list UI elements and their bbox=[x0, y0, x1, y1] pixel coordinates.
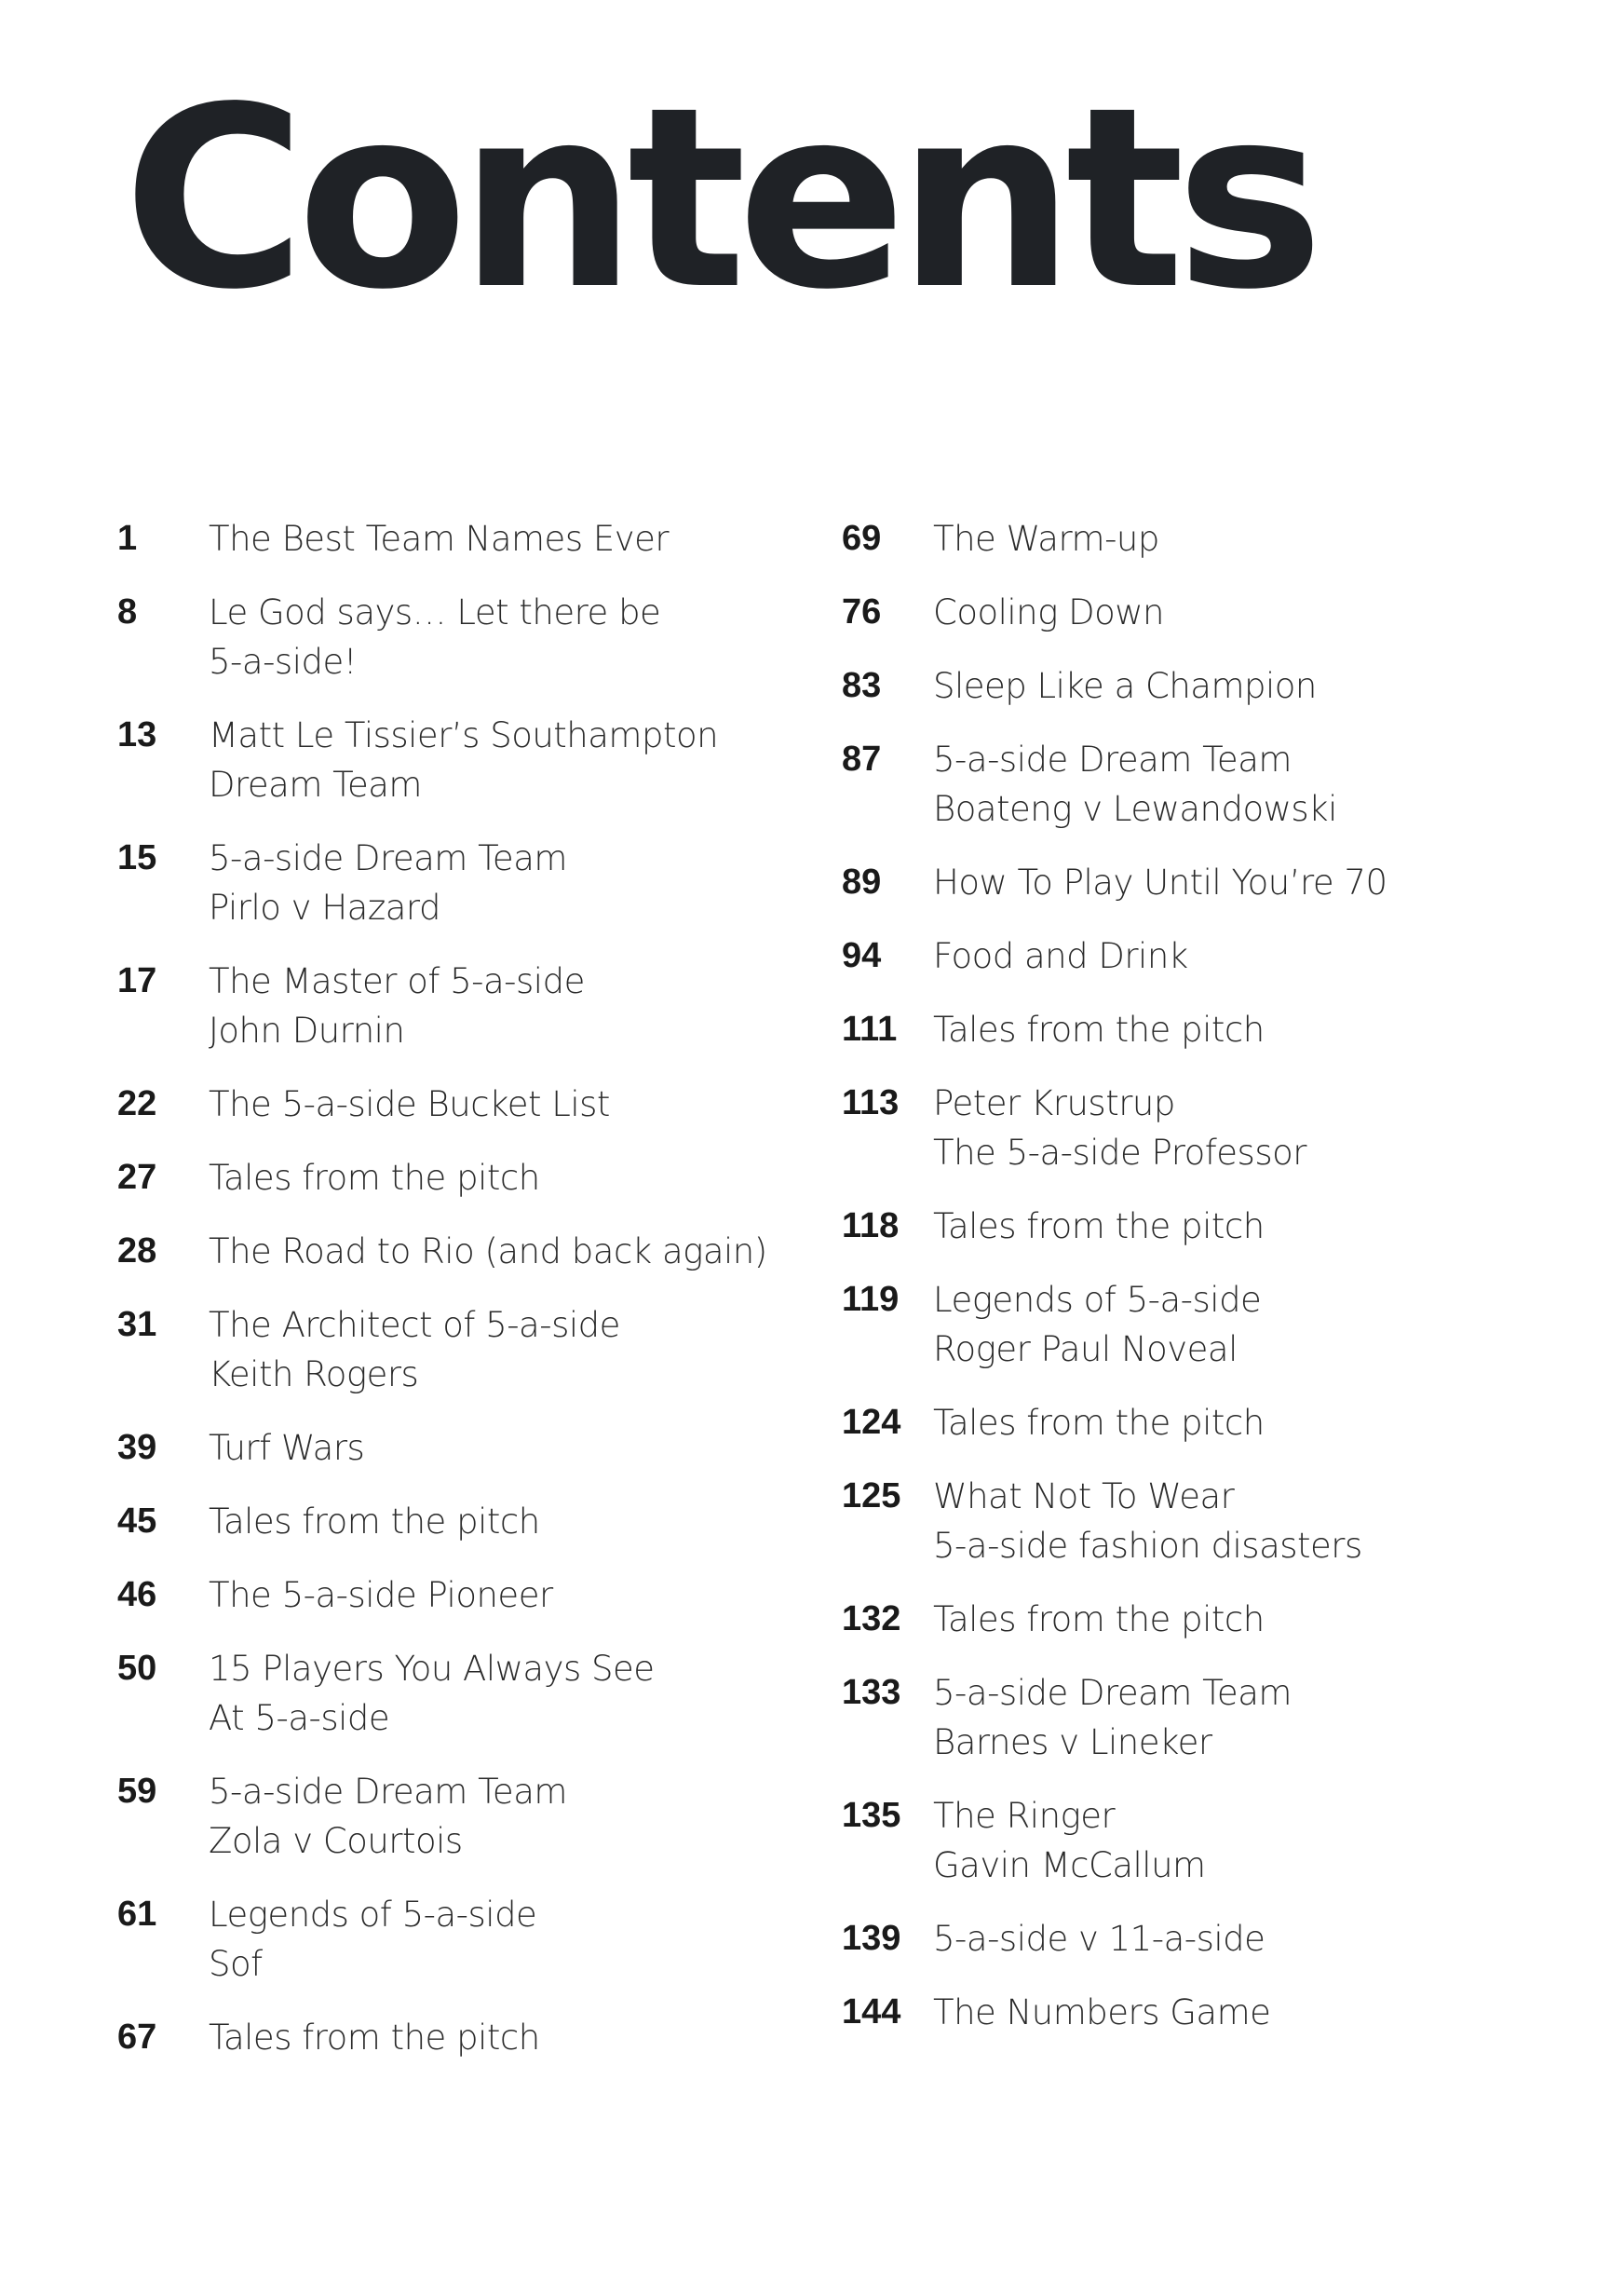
entry-title bbox=[933, 588, 1164, 637]
entry-page-number: 139 bbox=[842, 1919, 901, 1958]
contents-entry bbox=[117, 957, 825, 1055]
contents-entry bbox=[117, 1423, 825, 1473]
entry-title-line: Tales from the pitch bbox=[209, 1502, 540, 1542]
entry-title bbox=[933, 1791, 1206, 1890]
contents-entry bbox=[117, 1890, 825, 1989]
contents-entry bbox=[117, 1300, 825, 1399]
entry-page-number: 76 bbox=[842, 592, 882, 632]
contents-entry bbox=[117, 1644, 825, 1743]
entry-page-number: 50 bbox=[117, 1649, 157, 1688]
entry-page-number: 1 bbox=[117, 519, 138, 558]
contents-entry bbox=[842, 588, 1550, 637]
contents-entry bbox=[117, 588, 825, 686]
entry-title-line: Legends of 5-a-side bbox=[933, 1280, 1262, 1320]
entry-title-line: Dream Team bbox=[209, 765, 422, 805]
entry-page-number: 132 bbox=[842, 1599, 901, 1638]
page-title: Contents bbox=[123, 54, 1315, 345]
entry-title bbox=[933, 1595, 1265, 1644]
entry-title-line: Sof bbox=[209, 1944, 263, 1984]
entry-title bbox=[209, 1644, 655, 1743]
entry-page-number: 13 bbox=[117, 715, 157, 754]
entry-title-line: 5-a-side fashion disasters bbox=[933, 1526, 1362, 1566]
entry-title bbox=[933, 1202, 1265, 1251]
contents-entry bbox=[117, 2013, 825, 2062]
entry-title-line: 5-a-side! bbox=[209, 642, 358, 682]
entry-title bbox=[933, 1005, 1265, 1054]
entry-title bbox=[933, 514, 1159, 564]
entry-title-line: The 5-a-side Pioneer bbox=[209, 1575, 553, 1615]
entry-title-line: The Ringer bbox=[933, 1796, 1116, 1836]
entry-title bbox=[209, 1497, 540, 1546]
entry-title bbox=[209, 1570, 553, 1620]
entry-title bbox=[933, 735, 1337, 834]
contents-entry bbox=[117, 1227, 825, 1276]
entry-page-number: 133 bbox=[842, 1673, 901, 1712]
entry-title bbox=[209, 1153, 540, 1203]
entry-title bbox=[209, 711, 718, 809]
contents-entry bbox=[842, 1275, 1550, 1374]
entry-title bbox=[209, 514, 669, 564]
entry-page-number: 135 bbox=[842, 1796, 901, 1835]
entry-title-line: Zola v Courtois bbox=[209, 1821, 463, 1861]
entry-page-number: 113 bbox=[842, 1083, 900, 1122]
entry-title-line: Tales from the pitch bbox=[209, 2018, 540, 2058]
contents-entry bbox=[117, 1570, 825, 1620]
entry-title-line: The Road to Rio (and back again) bbox=[209, 1231, 767, 1271]
contents-entry bbox=[117, 834, 825, 932]
entry-page-number: 59 bbox=[117, 1772, 157, 1811]
contents-entry bbox=[117, 514, 825, 564]
entry-title-line: How To Play Until You’re 70 bbox=[933, 863, 1387, 903]
entry-title bbox=[209, 1890, 536, 1989]
entry-page-number: 125 bbox=[842, 1476, 901, 1515]
contents-entry bbox=[117, 711, 825, 809]
entry-title-line: At 5-a-side bbox=[209, 1698, 390, 1738]
entry-title-line: The Architect of 5-a-side bbox=[209, 1305, 620, 1345]
entry-title-line: Boateng v Lewandowski bbox=[933, 789, 1337, 829]
entry-page-number: 111 bbox=[842, 1010, 898, 1049]
entry-title-line: Roger Paul Noveal bbox=[933, 1329, 1238, 1369]
entry-title-line: The Warm-up bbox=[933, 519, 1159, 559]
entry-title-line: Cooling Down bbox=[933, 592, 1164, 632]
entry-page-number: 46 bbox=[117, 1575, 157, 1614]
entry-title-line: 5-a-side Dream Team bbox=[209, 1772, 567, 1812]
entry-title-line: 15 Players You Always See bbox=[209, 1649, 655, 1689]
entry-title bbox=[933, 931, 1188, 981]
contents-entry bbox=[842, 931, 1550, 981]
entry-title bbox=[933, 1668, 1292, 1767]
entry-page-number: 28 bbox=[117, 1231, 157, 1271]
entry-title bbox=[933, 1914, 1265, 1964]
entry-title-line: The 5-a-side Bucket List bbox=[209, 1084, 610, 1124]
entry-page-number: 144 bbox=[842, 1992, 901, 2032]
entry-title bbox=[209, 1423, 364, 1473]
entry-page-number: 67 bbox=[117, 2018, 157, 2057]
entry-page-number: 69 bbox=[842, 519, 882, 558]
entry-page-number: 61 bbox=[117, 1895, 157, 1934]
entry-title-line: 5-a-side Dream Team bbox=[933, 1673, 1292, 1713]
entry-title-line: Tales from the pitch bbox=[209, 1158, 540, 1198]
entry-title bbox=[933, 1079, 1306, 1177]
entry-title-line: Matt Le Tissier’s Southampton bbox=[209, 715, 719, 755]
entry-title-line: Turf Wars bbox=[209, 1428, 365, 1468]
entry-title bbox=[933, 1275, 1261, 1374]
entry-title-line: The Master of 5-a-side bbox=[209, 961, 585, 1001]
entry-title-line: Le God says… Let there be bbox=[209, 592, 661, 632]
entry-title-line: Tales from the pitch bbox=[933, 1599, 1265, 1639]
entry-title bbox=[209, 588, 660, 686]
contents-entry bbox=[842, 1914, 1550, 1964]
entry-page-number: 15 bbox=[117, 838, 157, 877]
entry-title-line: Gavin McCallum bbox=[933, 1845, 1206, 1885]
contents-entry bbox=[842, 858, 1550, 907]
entry-title bbox=[209, 2013, 540, 2062]
contents-left-column bbox=[117, 514, 825, 2086]
entry-title-line: The Numbers Game bbox=[933, 1992, 1271, 2032]
contents-entry bbox=[842, 661, 1550, 711]
entry-page-number: 119 bbox=[842, 1280, 900, 1319]
entry-title bbox=[209, 834, 567, 932]
contents-entry bbox=[842, 1791, 1550, 1890]
entry-page-number: 31 bbox=[117, 1305, 157, 1344]
entry-title bbox=[933, 661, 1317, 711]
entry-title bbox=[209, 1080, 610, 1129]
entry-page-number: 27 bbox=[117, 1158, 157, 1197]
entry-title-line: Legends of 5-a-side bbox=[209, 1895, 537, 1935]
entry-title-line: Tales from the pitch bbox=[933, 1010, 1265, 1050]
contents-entry bbox=[842, 1202, 1550, 1251]
entry-title-line: Tales from the pitch bbox=[933, 1403, 1265, 1443]
entry-title bbox=[933, 858, 1387, 907]
entry-page-number: 45 bbox=[117, 1502, 157, 1541]
contents-entry bbox=[842, 1079, 1550, 1177]
entry-title bbox=[209, 1767, 567, 1866]
contents-entry bbox=[842, 1595, 1550, 1644]
entry-title bbox=[933, 1472, 1362, 1570]
entry-title-line: Barnes v Lineker bbox=[933, 1722, 1212, 1762]
contents-entry bbox=[117, 1080, 825, 1129]
entry-page-number: 8 bbox=[117, 592, 138, 632]
contents-entry bbox=[842, 735, 1550, 834]
contents-entry bbox=[842, 1005, 1550, 1054]
entry-title bbox=[209, 957, 585, 1055]
entry-title-line: Pirlo v Hazard bbox=[209, 888, 440, 928]
contents-entry bbox=[842, 1988, 1550, 2037]
entry-title bbox=[933, 1398, 1265, 1447]
entry-title-line: 5-a-side Dream Team bbox=[933, 740, 1292, 780]
entry-page-number: 17 bbox=[117, 961, 157, 1000]
entry-page-number: 39 bbox=[117, 1428, 157, 1467]
contents-entry bbox=[842, 1472, 1550, 1570]
entry-title-line: What Not To Wear bbox=[933, 1476, 1235, 1516]
entry-title-line: Tales from the pitch bbox=[933, 1206, 1265, 1246]
entry-title bbox=[209, 1227, 767, 1276]
entry-title-line: The 5-a-side Professor bbox=[933, 1133, 1306, 1173]
entry-page-number: 22 bbox=[117, 1084, 157, 1123]
entry-title-line: Peter Krustrup bbox=[933, 1083, 1175, 1123]
entry-title-line: Sleep Like a Champion bbox=[933, 666, 1317, 706]
entry-title-line: Food and Drink bbox=[933, 936, 1188, 976]
entry-page-number: 118 bbox=[842, 1206, 900, 1245]
entry-title-line: 5-a-side v 11-a-side bbox=[933, 1919, 1265, 1959]
entry-page-number: 89 bbox=[842, 863, 882, 902]
entry-page-number: 87 bbox=[842, 740, 882, 779]
contents-entry bbox=[117, 1497, 825, 1546]
contents-entry bbox=[117, 1153, 825, 1203]
contents-entry bbox=[842, 514, 1550, 564]
entry-page-number: 83 bbox=[842, 666, 882, 705]
entry-title bbox=[209, 1300, 620, 1399]
entry-title-line: John Durnin bbox=[209, 1011, 405, 1051]
contents-entry bbox=[117, 1767, 825, 1866]
contents-entry bbox=[842, 1668, 1550, 1767]
entry-page-number: 94 bbox=[842, 936, 882, 975]
contents-right-column bbox=[842, 514, 1550, 2061]
entry-title-line: 5-a-side Dream Team bbox=[209, 838, 567, 878]
contents-entry bbox=[842, 1398, 1550, 1447]
entry-title-line: The Best Team Names Ever bbox=[209, 519, 670, 559]
entry-page-number: 124 bbox=[842, 1403, 901, 1442]
entry-title bbox=[933, 1988, 1270, 2037]
entry-title-line: Keith Rogers bbox=[209, 1354, 419, 1394]
